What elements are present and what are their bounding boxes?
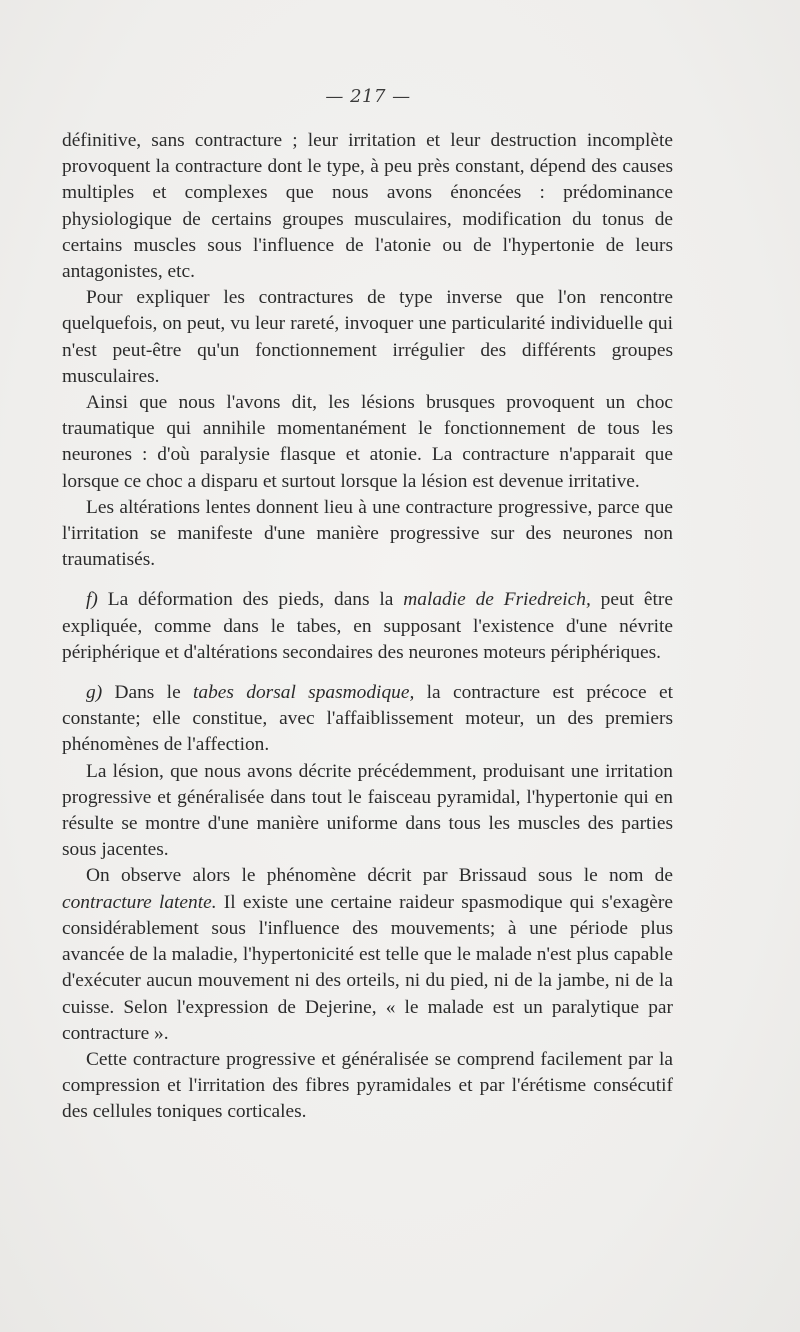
text-run: Il existe une certaine raideur spasmodique qui s'exagère considérablement sous l'influence des mouvements; à une période plus avancée de la maladie, l'hypertonicité est telle que le malade n'est plus capable d'exécuter aucun mouvement ni des orteils, ni du pied, ni de la jambe, ni de la cuisse. Selon l'expression de Dejerine, « le malade est un paralytique par contracture ». (62, 891, 673, 1044)
paragraph: Les altérations lentes donnent lieu à une contracture progressive, parce que l'irritation se manifeste d'une manière progressive sur des neurones non traumatisés. (62, 496, 673, 571)
italic-term: contracture latente. (62, 891, 217, 913)
paragraph: Cette contracture progressive et généralisée se comprend facilement par la compression et l'irritation des fibres pyramidales et par l'érétisme consécutif des cellules toniques corticales. (62, 1048, 673, 1123)
paragraph: La lésion, que nous avons décrite précédemment, produisant une irritation progressive et généralisée dans tout le faisceau pyramidal, l'hypertonie qui en résulte se montre d'une manière uniforme dans tous les muscles des parties sous jacentes. (62, 760, 673, 861)
text-run: Dans le (102, 682, 194, 704)
section-label-g: g) (86, 682, 103, 704)
page-number: — 217 — (325, 86, 411, 107)
section-label-f: f) (86, 589, 98, 611)
text-run: On observe alors le phénomène décrit par Brissaud sous le nom de (86, 865, 673, 887)
paragraph (62, 863, 673, 1046)
text-run: peut être expliquée, comme dans le tabes, en supposant l'existence d'une névrite périphérique et d'altérations secondaires des neurones moteurs périphériques. (62, 589, 673, 663)
italic-term: tabes dorsal spasmodique, (193, 682, 415, 704)
paragraph: Pour expliquer les contractures de type inverse que l'on rencontre quelquefois, on peut, vu leur rareté, invoquer une particularité individuelle qui n'est peut-être qu'un fonctionnement irrégulier des différents groupes musculaires. (62, 287, 673, 387)
italic-term: maladie de Friedreich, (403, 589, 591, 611)
paragraph-section-f (62, 587, 673, 666)
body-text (62, 128, 673, 1126)
text-run: La déformation des pieds, dans la (97, 589, 404, 611)
paragraph-section-g (62, 680, 673, 759)
paragraph-continuation: définitive, sans contracture ; leur irritation et leur destruction incomplète provoquent la contracture dont le type, à peu près constant, dépend des causes multiples et complexes que nous avons énoncées : prédominance physiologique de certains groupes musculaires, modification du tonus de certains muscles sous l'influence de l'atonie ou de l'hypertonie de leurs antagonistes, etc. (62, 130, 673, 283)
text-run: la contracture est précoce et constante; elle constitue, avec l'affaiblissement moteur, un des premiers phénomènes de l'affection. (62, 682, 673, 756)
paragraph: Ainsi que nous l'avons dit, les lésions brusques provoquent un choc traumatique qui annihile momentanément le fonctionnement de tous les neurones : d'où paralysie flasque et atonie. La contracture n'apparait que lorsque ce choc a disparu et surtout lorsque la lésion est devenue irritative. (62, 392, 673, 492)
